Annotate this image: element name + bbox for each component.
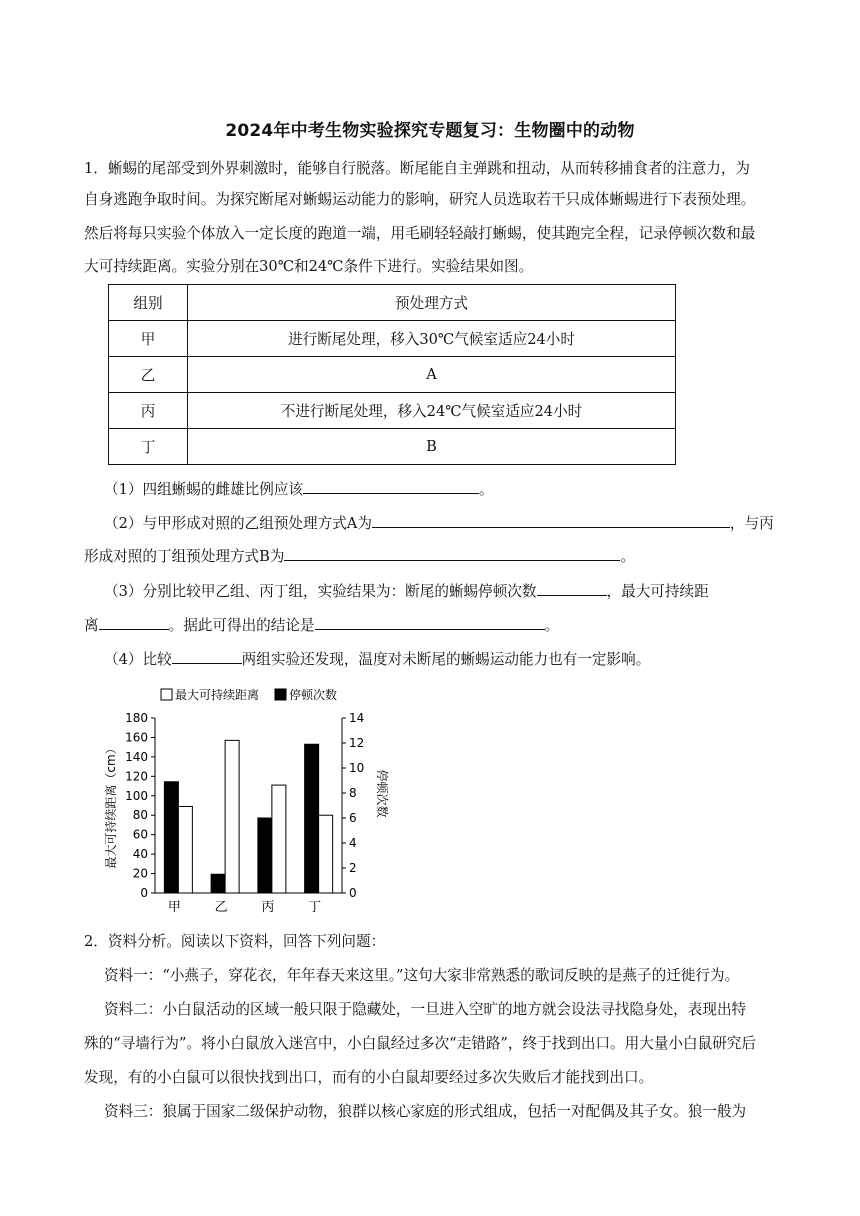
x-tick-label: 甲 [167,900,181,915]
y-tick-label-left: 140 [125,749,148,764]
table-cell: A [188,357,676,393]
legend-label: 停顿次数 [289,688,338,702]
legend-label: 最大可持续距离 [175,688,260,702]
q2-text-line: 发现，有的小白鼠可以很快找到出口，而有的小白鼠却要经过多次失败后才能找到出口。 [84,1069,654,1086]
sub-question-text: （4）比较 [104,651,172,668]
y-tick-label-left: 40 [132,847,148,862]
sub-question-text: 。 [479,481,494,498]
bar-max-distance [319,815,333,893]
y-tick-label-right: 0 [349,886,357,900]
table-cell: B [188,429,676,465]
x-tick-label: 丙 [261,900,275,915]
y-tick-label-left: 80 [132,808,148,823]
y-tick-label-left: 0 [140,886,148,900]
y-tick-label-right: 8 [349,786,357,800]
sub-question-text: ，与丙 [729,515,774,532]
sub-question-text: 离 [84,617,99,634]
bar-max-distance [272,785,286,893]
y-tick-label-left: 60 [132,827,148,842]
table-cell: 进行断尾处理，移入30℃气候室适应24小时 [188,321,676,357]
y-tick-label-right: 2 [349,861,357,875]
y-tick-label-right: 6 [349,811,357,825]
sub-question-1 [84,476,804,503]
table-header-cell: 组别 [109,285,188,321]
q2-text-line: 殊的“寻墙行为”。将小白鼠放入迷宫中，小白鼠经过多次“走错路”，终于找到出口。用大量小白鼠研究后 [84,1035,756,1052]
sub-question-text: （2）与甲形成对照的乙组预处理方式A为 [104,515,372,532]
bar-max-distance [225,740,239,893]
q2-text-line: 资料一：“小燕子，穿花衣，年年春天来这里。”这句大家非常熟悉的歌词反映的是燕子的迁徙行为。 [104,967,740,984]
sub-question-4 [84,646,804,673]
table-cell: 甲 [109,321,188,357]
y-tick-label-right: 10 [349,761,365,775]
legend-swatch-white [161,689,172,700]
sub-question-2 [84,510,804,537]
table-cell: 丙 [109,393,188,429]
q1-text-line: 自身逃跑争取时间。为探究断尾对蜥蜴运动能力的影响，研究人员选取若干只成体蜥蜴进行下表预处理。 [84,191,756,208]
y-tick-label-right: 14 [349,711,365,725]
table-header-cell: 预处理方式 [188,285,676,321]
sub-question-text: （3）分别比较甲乙组、丙丁组，实验结果为：断尾的蜥蜴停顿次数 [104,583,537,600]
sub-question-3-cont [84,612,804,639]
table-cell: 不进行断尾处理，移入24℃气候室适应24小时 [188,393,676,429]
table-row [109,357,676,393]
table-cell: 丁 [109,429,188,465]
q1-text-line: 大可持续距离。实验分别在30℃和24℃条件下进行。实验结果如图。 [84,258,534,275]
x-tick-label: 乙 [214,900,228,915]
answer-blank[interactable] [172,647,242,664]
page-title: 2024年中考生物实验探究专题复习：生物圈中的动物 [225,121,635,141]
bar-stop-count [211,874,225,893]
q2-text-line: 2．资料分析。阅读以下资料，回答下列问题： [84,933,386,950]
sub-question-2-cont [84,543,804,570]
answer-blank[interactable] [284,544,620,561]
table-row [109,321,676,357]
table-row [109,429,676,465]
x-tick-label: 丁 [308,900,322,915]
sub-question-text: 形成对照的丁组预处理方式B为 [84,548,285,565]
q1-text-line: 然后将每只实验个体放入一定长度的跑道一端，用毛刷轻轻敲打蜥蜴，使其跑完全程，记录停顿次数和最 [84,225,756,242]
bar-stop-count [164,782,178,893]
sub-question-3 [84,578,804,605]
y-axis-title-left: 最大可持续距离（cm） [104,742,118,869]
table-row [109,393,676,429]
y-tick-label-right: 12 [349,736,365,750]
answer-blank[interactable] [372,511,730,528]
table-cell: 乙 [109,357,188,393]
sub-question-text: 。据此可得出的结论是 [168,617,315,634]
y-tick-label-left: 20 [132,866,148,881]
sub-question-text: （1）四组蜥蜴的雌雄比例应该 [104,481,304,498]
answer-blank[interactable] [99,613,169,630]
q2-text-line: 资料二：小白鼠活动的区域一般只限于隐藏处，一旦进入空旷的地方就会设法寻找隐身处，表现出特 [104,1001,747,1018]
y-tick-label-right: 4 [349,836,357,850]
y-tick-label-left: 100 [125,788,148,803]
y-tick-label-left: 160 [125,730,148,745]
table-header-row [109,285,676,321]
bar-chart [100,680,389,916]
q1-text-line: 1．蜥蜴的尾部受到外界刺激时，能够自行脱落。断尾能自主弹跳和扭动，从而转移捕食者的注意力，为 [84,160,751,177]
pretreatment-table [108,284,676,465]
q2-text-line: 资料三：狼属于国家二级保护动物，狼群以核心家庭的形式组成，包括一对配偶及其子女。狼一般为 [104,1103,747,1120]
answer-blank[interactable] [537,579,607,596]
bar-max-distance [178,806,192,893]
bar-stop-count [258,818,272,893]
y-tick-label-left: 120 [125,769,148,784]
answer-blank[interactable] [303,477,479,494]
y-axis-title-right: 停顿次数 [375,769,389,818]
bar-stop-count [305,744,319,893]
legend-swatch-black [275,689,286,700]
sub-question-text: ，最大可持续距 [606,583,709,600]
y-tick-label-left: 180 [125,711,148,725]
sub-question-text: 。 [620,548,636,565]
sub-question-text: 。 [544,617,560,634]
sub-question-text: 两组实验还发现，温度对未断尾的蜥蜴运动能力也有一定影响。 [241,651,651,668]
answer-blank[interactable] [315,613,545,630]
